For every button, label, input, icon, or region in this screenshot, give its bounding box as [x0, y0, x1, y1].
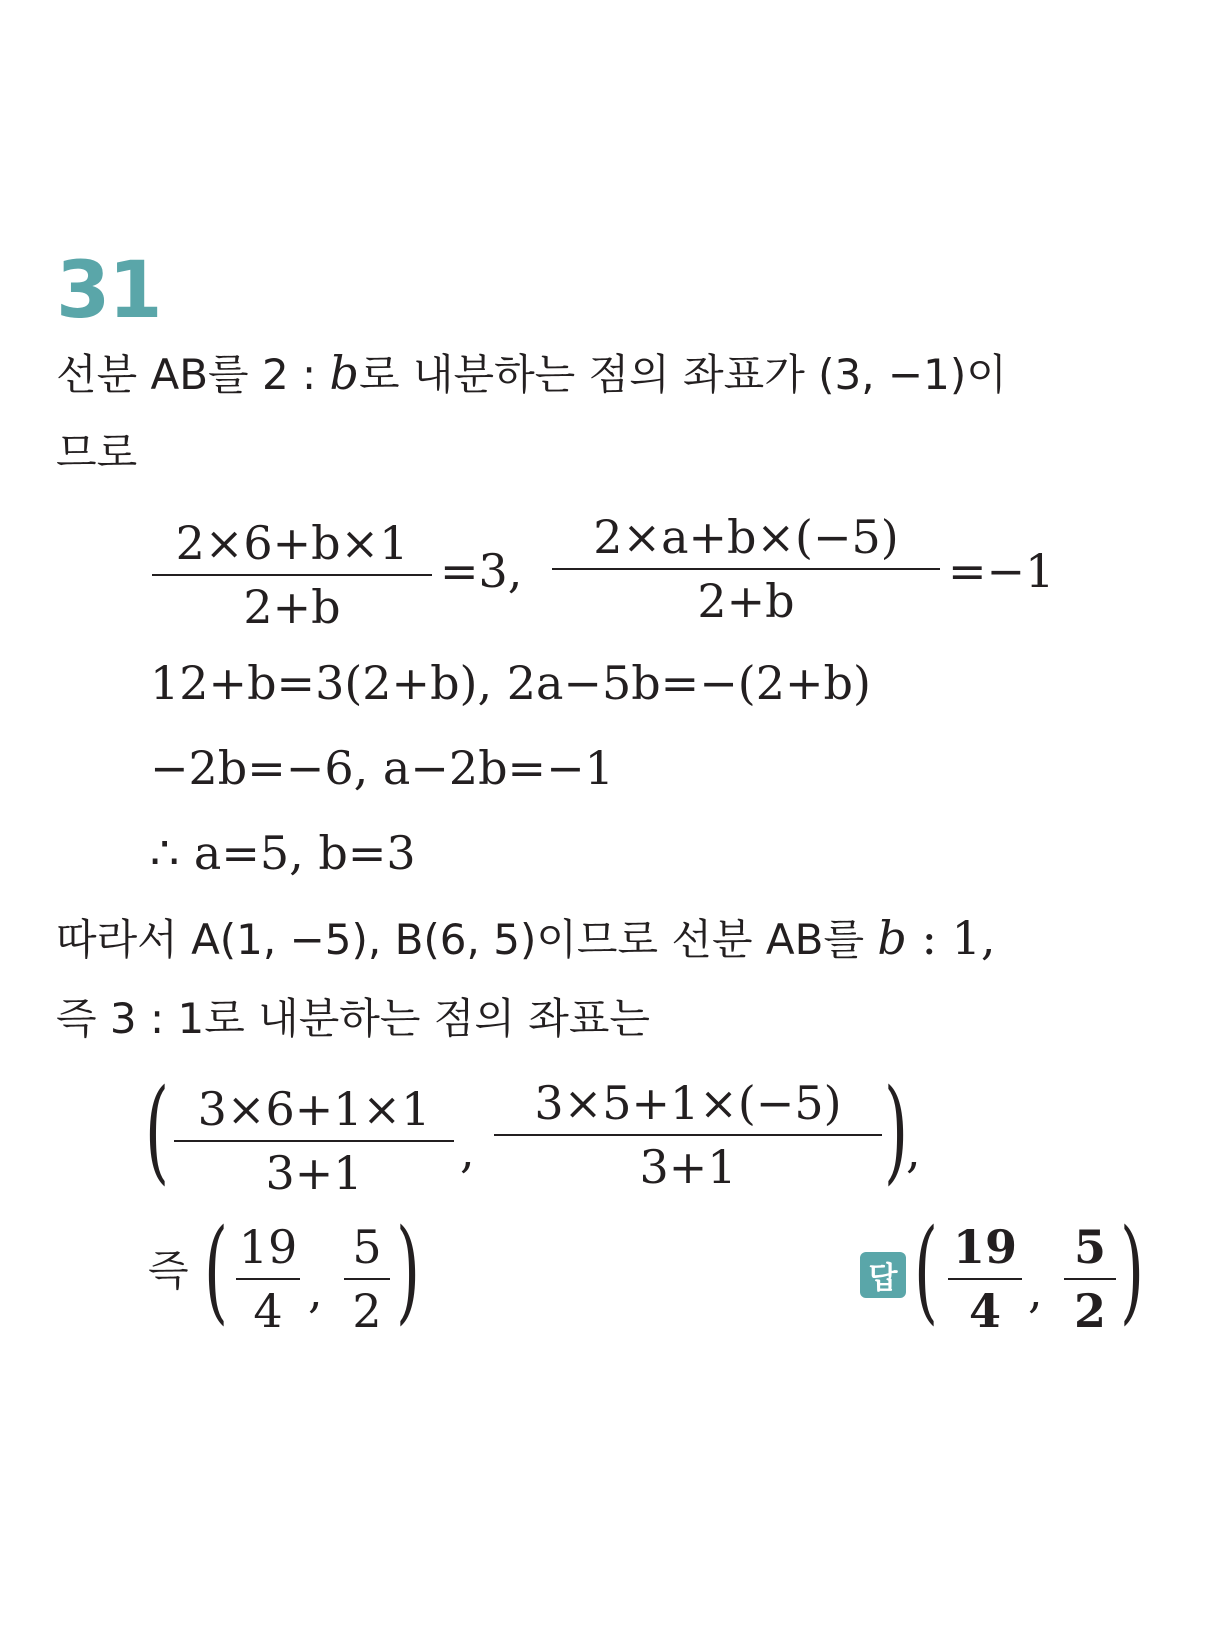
eq1-fraction-2-numerator: 2×a+b×(−5) — [593, 510, 899, 564]
text-line-3 — [56, 911, 996, 965]
text-line-3-var: b — [877, 911, 907, 965]
eq5-fraction-1-numerator: 3×6+1×1 — [197, 1082, 431, 1136]
eq1-fraction-2-denominator: 2+b — [697, 574, 795, 628]
eq1-fraction-1-denominator: 2+b — [243, 580, 341, 634]
answer-fraction-1 — [948, 1220, 1022, 1338]
eq4-line: ∴ a=5, b=3 — [150, 826, 416, 880]
intro-line-1-post: 로 내분하는 점의 좌표가 (3, −1)이 — [359, 350, 1007, 399]
eq1-fraction-1-numerator: 2×6+b×1 — [175, 516, 409, 570]
eq3-line: −2b=−6, a−2b=−1 — [150, 741, 614, 795]
answer-comma: , — [1028, 1264, 1043, 1318]
text-line-3-post: : 1, — [906, 911, 996, 965]
eq6-fraction-2-numerator: 5 — [352, 1220, 382, 1274]
eq5-comma: , — [460, 1124, 475, 1178]
eq5-fraction-2-denominator: 3+1 — [639, 1140, 737, 1194]
right-paren: ) — [396, 1206, 421, 1336]
answer-fraction-1-denominator: 4 — [968, 1284, 1001, 1338]
problem-number: 31 — [56, 246, 161, 336]
intro-line-2: 므로 — [56, 428, 138, 477]
eq1-middle: =3, — [440, 544, 523, 598]
intro-line-1 — [56, 346, 1007, 400]
intro-line-1-pre: 선분 AB를 2 : — [56, 350, 330, 399]
answer-fraction-2-denominator: 2 — [1073, 1284, 1106, 1338]
answer-fraction-1-numerator: 19 — [952, 1220, 1017, 1274]
eq6-prefix: 즉 — [148, 1246, 189, 1295]
eq1-fraction-2 — [552, 510, 940, 628]
left-paren: ( — [204, 1206, 229, 1336]
left-paren: ( — [914, 1206, 939, 1336]
eq6-comma: , — [308, 1264, 323, 1318]
right-paren: ) — [1120, 1206, 1145, 1336]
eq6-fraction-1-denominator: 4 — [253, 1284, 283, 1338]
answer-badge: 답 — [860, 1252, 906, 1298]
eq5-fraction-1 — [174, 1082, 454, 1200]
eq5-fraction-1-denominator: 3+1 — [265, 1146, 363, 1200]
eq5-tail: , — [906, 1124, 921, 1178]
eq5-fraction-2 — [494, 1076, 882, 1194]
eq6-fraction-1-numerator: 19 — [238, 1220, 298, 1274]
eq6-fraction-2 — [344, 1220, 390, 1338]
eq6-fraction-1 — [236, 1220, 300, 1338]
eq1-right: =−1 — [948, 544, 1055, 598]
text-line-4: 즉 3 : 1로 내분하는 점의 좌표는 — [56, 994, 650, 1043]
answer-fraction-2 — [1064, 1220, 1116, 1338]
eq2-line: 12+b=3(2+b), 2a−5b=−(2+b) — [150, 656, 871, 710]
intro-line-1-var: b — [329, 346, 359, 400]
eq5-fraction-2-numerator: 3×5+1×(−5) — [534, 1076, 842, 1130]
eq6-fraction-2-denominator: 2 — [352, 1284, 382, 1338]
text-line-3-pre: 따라서 A(1, −5), B(6, 5)이므로 선분 AB를 — [56, 915, 878, 964]
right-paren: ) — [884, 1066, 909, 1196]
eq1-fraction-1 — [152, 516, 432, 634]
answer-fraction-2-numerator: 5 — [1073, 1220, 1106, 1274]
left-paren: ( — [145, 1066, 170, 1196]
